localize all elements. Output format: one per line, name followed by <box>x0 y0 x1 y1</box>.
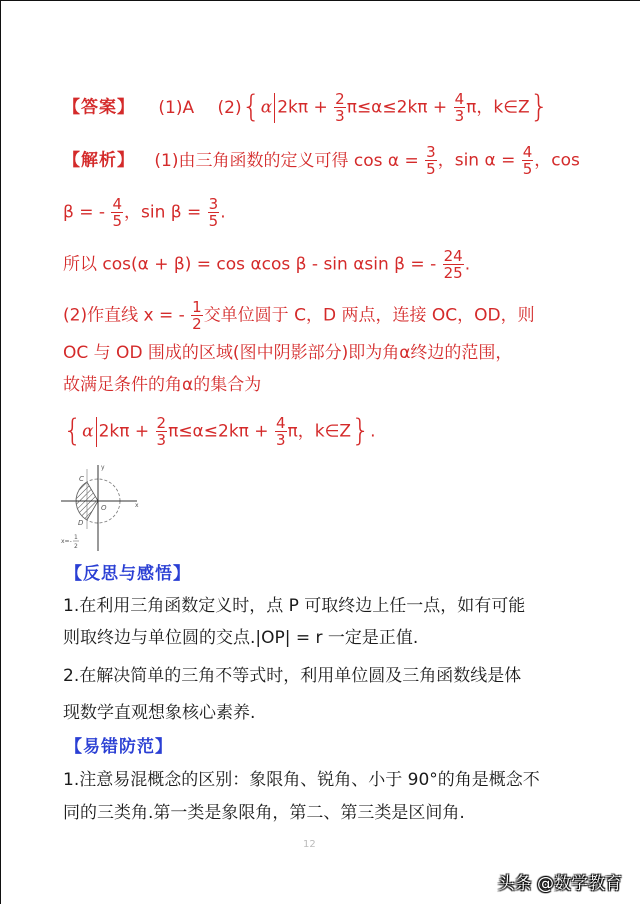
d-label: D <box>78 519 84 527</box>
line3-period: . <box>464 254 471 275</box>
answer-part2-prefix: (2) <box>217 97 242 118</box>
analysis-tag: 【解析】 <box>63 150 135 171</box>
line4-tail: 交单位圆于 C，D 两点，连接 OC，OD，则 <box>203 305 535 326</box>
answer-tag: 【答案】 <box>63 97 135 118</box>
half-fraction: $\frac{1}{2}$ <box>192 298 202 333</box>
line4-prefix: (2)作直线 x = - <box>63 305 185 326</box>
line2-period: . <box>220 202 226 223</box>
analysis-line-1 <box>63 144 580 177</box>
set-variable: α <box>260 97 273 118</box>
left-brace: { <box>241 89 261 125</box>
set-expr-a: 2kπ + <box>98 421 150 442</box>
analysis-line-6: 故满足条件的角α的集合为 <box>63 375 262 395</box>
analysis-line1-text: (1)由三角函数的定义可得 cos α = <box>154 150 419 171</box>
sin-alpha-label: ，sin α = <box>437 150 516 171</box>
reflection-item2-line1: 2.在解决简单的三角不等式时，利用单位圆及三角函数线是体 <box>63 666 522 686</box>
set-expr-a: 2kπ + <box>277 97 328 118</box>
reflection-heading: 【反思与感悟】 <box>65 564 191 584</box>
set-expr-tail: π，k∈Z <box>287 421 352 442</box>
fraction-2-3: $\frac{2}{3}$ <box>335 90 345 125</box>
sin-beta-fraction: $\frac{3}{5}$ <box>208 195 219 230</box>
o-label: O <box>101 504 107 512</box>
pitfalls-heading: 【易错防范】 <box>65 737 173 757</box>
analysis-line-2 <box>63 196 226 229</box>
line-den: 2 <box>74 543 78 550</box>
reflection-item1-line2: 则取终边与单位圆的交点.|OP| = r 一定是正值. <box>63 628 419 648</box>
cos-sum-formula: 所以 cos(α + β) = cos αcos β - sin αsin β = - <box>63 254 437 275</box>
result-fraction: $\frac{24}{25}$ <box>443 247 463 282</box>
right-brace: } <box>351 413 371 449</box>
pitfalls-item1-line2: 同的三类角.第一类是象限角，第二、第三类是区间角. <box>63 803 465 823</box>
set-expr-mid: π≤α≤2kπ + <box>346 97 448 118</box>
analysis-line-5: OC 与 OD 围成的区域(图中阴影部分)即为角α终边的范围， <box>63 343 513 363</box>
cos-beta-fraction: $\frac{4}{5}$ <box>112 195 122 230</box>
set-expr-tail: π，k∈Z <box>466 97 530 118</box>
c-label: C <box>79 475 84 483</box>
answer-part1: (1)A <box>158 97 195 118</box>
watermark: 头条 @数学教育 <box>497 874 622 894</box>
sin-beta-label: ，sin β = <box>124 202 202 223</box>
right-brace: } <box>529 89 549 125</box>
page-number: 12 <box>303 839 316 850</box>
y-label: y <box>101 464 105 471</box>
set-bar <box>96 417 97 447</box>
cos-beta-label: β = - <box>63 202 106 223</box>
reflection-item1-line1: 1.在利用三角函数定义时，点 P 可取终边上任一点，如有可能 <box>63 596 526 616</box>
analysis-set-line <box>63 415 376 448</box>
unit-circle-diagram <box>57 461 142 556</box>
x-label: x <box>135 502 139 509</box>
set-bar <box>274 93 275 123</box>
line-label: x=- <box>61 538 72 545</box>
reflection-item2-line2: 现数学直观想象核心素养. <box>63 703 256 723</box>
fraction-4-3: $\frac{4}{3}$ <box>275 414 286 449</box>
analysis-line-3 <box>63 248 470 281</box>
analysis-line1-tail: ，cos <box>534 150 580 171</box>
set-expr-mid: π≤α≤2kπ + <box>168 421 269 442</box>
line-num: 1 <box>74 534 78 541</box>
fraction-2-3: $\frac{2}{3}$ <box>156 414 167 449</box>
set-variable: α <box>82 421 94 442</box>
cos-alpha-fraction: $\frac{3}{5}$ <box>426 143 436 178</box>
left-brace: { <box>63 413 83 449</box>
analysis-line-4 <box>63 299 535 332</box>
set-period: . <box>370 421 376 442</box>
pitfalls-item1-line1: 1.注意易混概念的区别：象限角、锐角、小于 90°的角是概念不 <box>63 770 540 790</box>
answer-line <box>63 91 549 124</box>
sin-alpha-fraction: $\frac{4}{5}$ <box>522 143 533 178</box>
fraction-4-3: $\frac{4}{3}$ <box>454 90 465 125</box>
